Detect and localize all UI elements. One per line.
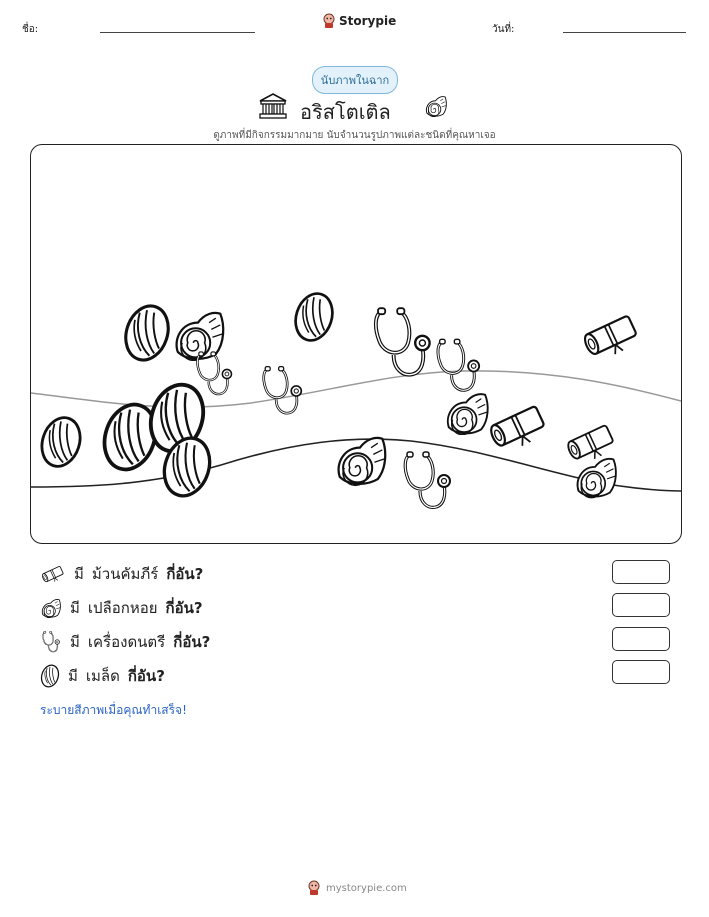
question-suffix: กี่อัน? bbox=[173, 633, 211, 651]
temple-icon bbox=[258, 92, 288, 124]
pig-mascot-icon bbox=[322, 13, 336, 29]
shell bbox=[578, 459, 616, 498]
question-prefix: มี bbox=[70, 599, 80, 617]
shell-icon bbox=[40, 598, 62, 618]
coloring-note: ระบายสีภาพเมื่อคุณทำเสร็จ! bbox=[40, 703, 187, 717]
name-label: ชื่อ: bbox=[22, 24, 39, 35]
answer-box-scrolls[interactable] bbox=[612, 560, 670, 584]
question-suffix: กี่อัน? bbox=[166, 565, 204, 583]
hill-line-back bbox=[31, 371, 681, 407]
answer-box-stethoscopes[interactable] bbox=[612, 627, 670, 651]
question-prefix: มี bbox=[74, 565, 84, 583]
scroll bbox=[488, 406, 548, 456]
question-seeds bbox=[40, 664, 165, 688]
shell bbox=[339, 438, 386, 485]
search-scene bbox=[30, 144, 682, 544]
brand-name: Storypie bbox=[339, 14, 397, 28]
answer-box-seeds[interactable] bbox=[612, 660, 670, 684]
scroll-icon bbox=[40, 564, 66, 584]
activity-badge: นับภาพในฉาก bbox=[312, 66, 398, 94]
question-item: เครื่องดนตรี bbox=[87, 633, 166, 651]
seed-icon bbox=[40, 664, 60, 688]
question-scrolls bbox=[40, 562, 203, 586]
shell bbox=[448, 394, 488, 434]
question-prefix: มี bbox=[68, 667, 78, 685]
question-stethoscopes bbox=[40, 630, 210, 654]
stethoscope-icon bbox=[40, 631, 62, 653]
stethoscope bbox=[376, 308, 430, 374]
stethoscope bbox=[405, 452, 450, 507]
date-label: วันที่: bbox=[492, 24, 515, 35]
question-shells bbox=[40, 596, 203, 620]
question-item: เมล็ด bbox=[85, 667, 120, 685]
stethoscope bbox=[438, 339, 479, 390]
instructions: ดูภาพที่มีกิจกรรมมากมาย นับจำนวนรูปภาพแต่ละชนิดที่คุณหาเจอ bbox=[213, 130, 496, 141]
scene-canvas bbox=[31, 145, 681, 543]
page-title: อริสโตเติล bbox=[300, 100, 391, 124]
question-suffix: กี่อัน? bbox=[127, 667, 165, 685]
name-line[interactable] bbox=[100, 32, 255, 33]
date-line[interactable] bbox=[563, 32, 686, 33]
stethoscope bbox=[264, 367, 302, 414]
answer-box-shells[interactable] bbox=[612, 593, 670, 617]
site-footer bbox=[307, 880, 407, 896]
scroll bbox=[582, 315, 640, 363]
question-item: ม้วนคัมภีร์ bbox=[91, 565, 159, 583]
seed bbox=[36, 413, 86, 472]
question-suffix: กี่อัน? bbox=[165, 599, 203, 617]
question-item: เปลือกหอย bbox=[87, 599, 158, 617]
shell-title-icon bbox=[424, 95, 448, 121]
seed bbox=[290, 289, 338, 345]
brand-logo bbox=[322, 13, 396, 29]
site-url: mystorypie.com bbox=[326, 882, 407, 894]
seed bbox=[119, 300, 175, 365]
pig-mascot-icon bbox=[307, 880, 321, 896]
question-prefix: มี bbox=[70, 633, 80, 651]
